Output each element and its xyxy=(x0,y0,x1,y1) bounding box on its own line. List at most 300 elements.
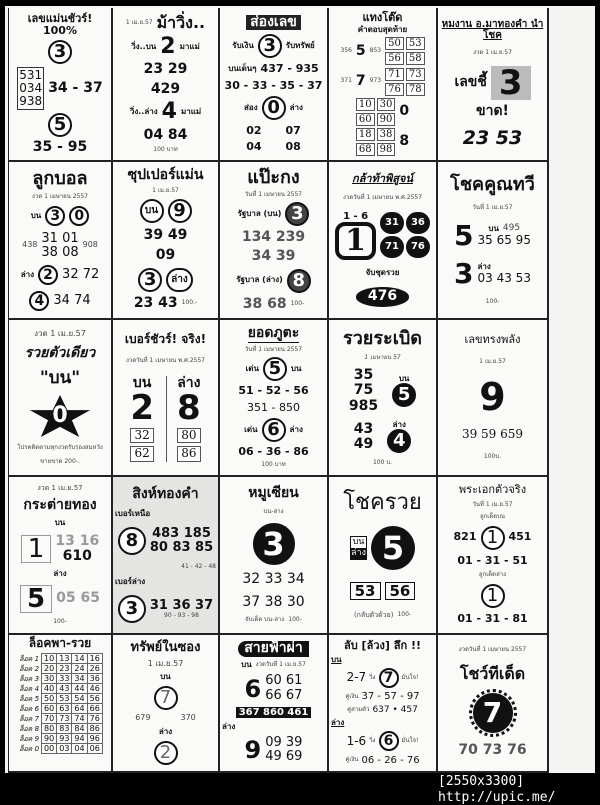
box-number: 50 xyxy=(385,37,404,50)
lock-row xyxy=(17,694,102,704)
price: ขายขาด 200-. xyxy=(40,457,80,465)
box-number: 56 xyxy=(385,582,416,601)
label: ล่าง xyxy=(477,262,491,272)
box-number: 71 xyxy=(385,68,404,81)
label: ล่าง xyxy=(158,726,173,736)
date: วันที่ 1 เมษายน 2557 xyxy=(244,190,303,198)
lock-table xyxy=(17,653,103,754)
price: 100- xyxy=(485,297,500,305)
lock-number: 04 xyxy=(72,744,87,754)
ball-number: 76 xyxy=(406,236,430,258)
numbers: 39 59 659 xyxy=(461,427,524,442)
lock-number: 86 xyxy=(87,724,102,734)
lock-row xyxy=(17,684,102,694)
numbers: 34 39 xyxy=(251,248,296,265)
box-number: 18 xyxy=(356,128,375,141)
card-title: กระต่ายทอง xyxy=(23,497,97,514)
numbers: 637 • 457 xyxy=(372,704,418,715)
lock-number: 83 xyxy=(57,724,72,734)
bottom-digit: 6 xyxy=(262,418,286,442)
card-mor-ngan xyxy=(438,8,549,162)
top-digit: 3 xyxy=(48,40,72,64)
card-krataai-thong xyxy=(9,477,113,635)
label: ล่าง xyxy=(351,548,366,559)
label: บน xyxy=(331,654,342,664)
pair-numbers: 35 - 95 xyxy=(32,138,88,155)
set-number: 531 xyxy=(19,67,43,82)
lock-number: 36 xyxy=(87,674,102,684)
label: บน xyxy=(488,223,499,233)
numbers: 04 84 xyxy=(143,126,188,143)
label: วิ่ง xyxy=(369,673,376,681)
number: 973 xyxy=(369,77,382,85)
numbers: 13 16 xyxy=(55,532,100,549)
card-title: หมงาน อ.มาทองคำ นำโชค xyxy=(441,19,544,42)
card-title: ยอดภูตะ xyxy=(247,325,300,342)
numbers: 23 29 xyxy=(143,61,188,78)
number: 370 xyxy=(180,713,196,723)
card-title: พระเอกตัวจริง xyxy=(458,483,527,497)
bottom-digit: 4 xyxy=(161,99,177,125)
card-phra-ek xyxy=(438,477,549,635)
card-title: โชครวย xyxy=(343,489,422,515)
lock-label: ล็อค 6 xyxy=(19,704,40,713)
date: งวดวันที่ 1 เมษายน 2557 xyxy=(458,646,527,654)
card-title: รวยตัวเดียว xyxy=(24,344,96,361)
label: รับทรัพย์ xyxy=(285,41,315,51)
number: 75 xyxy=(353,382,374,399)
label: ล่าง xyxy=(53,569,67,579)
label: มั่นใจ! xyxy=(401,673,419,681)
price: 100- xyxy=(290,300,305,308)
ball-number: 31 xyxy=(380,212,404,234)
magnifier-label: บน xyxy=(140,199,164,223)
numbers: 351 - 850 xyxy=(247,400,300,414)
subtitle: "บน" xyxy=(39,367,81,388)
big-digit: 0 xyxy=(52,403,68,429)
lock-number: 44 xyxy=(72,684,87,694)
lock-label: ล็อค 1 xyxy=(19,654,40,663)
star-icon xyxy=(28,395,92,437)
box-number: 86 xyxy=(177,446,201,461)
starburst-digit: 5 xyxy=(371,526,415,570)
label: ล่าง xyxy=(331,718,345,728)
label: เบอร์เหนือ xyxy=(115,509,151,519)
digit: 7 xyxy=(355,72,366,89)
number: 43 xyxy=(353,420,374,437)
label: บน xyxy=(160,672,171,682)
date: 1 เมษายน 57 xyxy=(364,353,401,361)
lock-number: 50 xyxy=(42,694,57,704)
bottom-digit: 8 xyxy=(287,269,311,293)
numbers: 80 83 85 xyxy=(149,540,214,556)
lock-label: ล็อค 7 xyxy=(19,714,40,723)
label: จับชุดรวย xyxy=(365,268,400,278)
lock-number: 70 xyxy=(42,714,57,724)
card-title: เลขแม่นชัวร์! 100% xyxy=(27,11,93,37)
lock-number: 13 xyxy=(57,654,72,664)
lock-number: 64 xyxy=(72,704,87,714)
card-lock-pa-ruay xyxy=(9,635,113,773)
numbers: 23 43 xyxy=(133,295,178,312)
numbers: 41 - 42 - 48 xyxy=(181,562,216,570)
circle-digit: 0 xyxy=(69,206,89,226)
date: งวดวันที่ 1 เมษายน พ.ศ.2557 xyxy=(343,193,422,201)
label: ล่าง xyxy=(20,269,35,279)
card-title: ส่องเลข xyxy=(246,15,301,30)
box-number: 98 xyxy=(377,143,396,156)
note: (กลับตัวด้วย) xyxy=(353,610,394,619)
card-sap-nai-song xyxy=(113,635,220,773)
box-number: 56 xyxy=(385,52,404,65)
bottom-digit: 9 xyxy=(244,736,262,765)
numbers: 31 36 37 xyxy=(149,597,214,613)
card-super-maen xyxy=(113,162,220,320)
card-title: สิงห์ทองคำ xyxy=(132,485,199,502)
circle-digit: 3 xyxy=(45,206,65,226)
card-ma-wing xyxy=(113,8,220,162)
card-title: แทงโต๊ด xyxy=(362,11,403,25)
number: 985 xyxy=(348,397,379,414)
numbers: 32 72 xyxy=(62,267,100,283)
lock-number: 43 xyxy=(57,684,72,694)
box-number: 73 xyxy=(406,68,425,81)
date: วันที่ 1 เม.ย.57 xyxy=(472,500,513,508)
card-taeng-tod xyxy=(329,8,438,162)
lock-number: 73 xyxy=(57,714,72,724)
card-title: ม้าวิ่ง.. xyxy=(156,13,206,33)
numbers: 610 xyxy=(62,548,92,565)
label: ลูกเด็ดล่าง xyxy=(478,571,507,579)
lock-number: 96 xyxy=(87,734,102,744)
subtitle: คำตอบสุดท้าย xyxy=(357,25,408,35)
card-title: ซุปเปอร์แม่น xyxy=(127,167,204,184)
date: งวด 1 เมษายน 2557 xyxy=(32,193,88,201)
numbers: 37 38 30 xyxy=(242,593,305,610)
bottom-digit: 3 xyxy=(138,268,162,292)
bottom-digit: 3 xyxy=(454,257,474,291)
number: 451 xyxy=(508,530,532,544)
lock-number: 56 xyxy=(87,694,102,704)
top-digit: 3 xyxy=(285,202,309,226)
number: 08 xyxy=(285,140,301,154)
top-digit: 5 xyxy=(263,357,287,381)
box-number: 80 xyxy=(177,428,201,443)
card-moo-sian xyxy=(220,477,329,635)
card-title: เลขทรงพลัง xyxy=(464,333,521,347)
date: วันที่ 1 เม.ย.57 xyxy=(472,203,513,211)
date: งวดวันที่ 1 เมษายน พ.ศ.2557 xyxy=(126,356,205,364)
lock-label: ล็อค 8 xyxy=(19,724,40,733)
label: เลขชี้ xyxy=(454,73,487,90)
card-yod-phuta xyxy=(220,320,329,477)
numbers: 34 74 xyxy=(53,292,91,308)
number: 356 xyxy=(340,47,352,55)
label: วิ่ง..ล่าง xyxy=(129,106,158,116)
label: เบอร์ล่าง xyxy=(115,577,146,587)
box-number: 10 xyxy=(356,98,375,111)
card-sing-thong-kham xyxy=(113,477,220,635)
digit: 0 xyxy=(399,102,410,119)
price: 100.- xyxy=(181,299,198,307)
numbers: 23 53 xyxy=(462,127,523,150)
bottom-digit: 3 xyxy=(118,595,146,623)
lock-number: 94 xyxy=(72,734,87,744)
number: 35 xyxy=(353,366,374,383)
lock-label: ล็อค 4 xyxy=(19,684,40,693)
label: บน xyxy=(398,373,410,383)
set-number: 034 xyxy=(19,80,43,95)
date: วันที่ 1 เมษายน 2557 xyxy=(244,345,303,353)
card-title: แป๊ะกง xyxy=(247,166,300,188)
lock-number: 00 xyxy=(42,744,57,754)
ball-number: 36 xyxy=(406,212,430,234)
lock-label: ล็อค 5 xyxy=(19,694,40,703)
numbers: 35 65 95 xyxy=(477,233,531,248)
numbers: 05 65 xyxy=(56,590,100,607)
number: 07 xyxy=(285,123,301,137)
card-luk-bol xyxy=(9,162,113,320)
card-title: ลับ [ล้วง] ลึก !! xyxy=(344,639,421,653)
price: 100 บาท xyxy=(261,461,286,469)
card-title: สายฟ้าผ่า xyxy=(238,641,308,656)
card-song-lek xyxy=(220,8,329,162)
date: 1 เม.ย.57 xyxy=(125,18,153,26)
mid-digit: 0 xyxy=(262,96,286,120)
label: วิ่ง xyxy=(369,736,376,744)
numbers: 38 08 xyxy=(41,244,79,260)
lock-number: 54 xyxy=(72,694,87,704)
card-ruay-rabert xyxy=(329,320,438,477)
box-number: 38 xyxy=(377,128,396,141)
price: 100- xyxy=(288,616,302,624)
box-number: 90 xyxy=(377,113,396,126)
range: 1 - 6 xyxy=(343,210,369,222)
number: 04 xyxy=(246,140,262,154)
card-chok-ruay xyxy=(329,477,438,635)
date: 1 เม.ย.57 xyxy=(479,357,506,365)
magnifier-label: ล่าง xyxy=(166,268,193,292)
card-lek-maen xyxy=(9,8,113,162)
label: คู่สามตัว xyxy=(347,706,370,714)
number: 679 xyxy=(135,713,151,723)
label: บน xyxy=(132,374,152,391)
lock-number: 74 xyxy=(72,714,87,724)
image-source-caption: [2550x3300] http://upic.me/ xyxy=(438,774,556,805)
top-digit: 7 xyxy=(379,668,399,688)
card-pae-kong xyxy=(220,162,329,320)
lock-label: ล็อค 2 xyxy=(19,664,40,673)
numbers: 483 185 xyxy=(152,526,211,542)
label: บน xyxy=(54,518,66,528)
lock-number: 93 xyxy=(57,734,72,744)
card-show-ti-det xyxy=(438,635,549,773)
lock-number: 20 xyxy=(42,664,57,674)
price: 100 บาท xyxy=(153,146,178,154)
lottery-grid xyxy=(8,8,548,773)
label: รับเงิน xyxy=(232,41,254,51)
box-number: 76 xyxy=(385,83,404,96)
card-boe-chua-jing xyxy=(113,320,220,477)
range: 2-7 xyxy=(346,670,367,685)
date: งวดวันที่ 1 เม.ย.57 xyxy=(255,661,306,669)
date: 1 เม.ย.57 xyxy=(152,187,179,195)
big-digit: 3 xyxy=(253,523,295,565)
numbers: 70 73 76 xyxy=(458,742,527,759)
lock-number: 14 xyxy=(72,654,87,664)
lock-number: 76 xyxy=(87,714,102,724)
price: 100บ. xyxy=(483,452,502,460)
box-number: 62 xyxy=(130,446,154,461)
big-digit: 9 xyxy=(479,374,506,419)
top-digit: 2 xyxy=(160,34,176,59)
numbers: 31 01 xyxy=(41,230,79,246)
label: วิ่ง..บน xyxy=(131,41,157,51)
bottom-digit: 5 xyxy=(20,585,52,613)
number: 49 xyxy=(353,435,374,452)
label: มาแม่ xyxy=(179,41,200,51)
numbers: 429 xyxy=(150,80,181,97)
box-number: 53 xyxy=(350,582,381,601)
number: 821 xyxy=(453,530,477,544)
price: 100- xyxy=(53,617,67,625)
lock-number: 46 xyxy=(87,684,102,694)
numbers: 01 - 31 - 51 xyxy=(457,553,528,567)
price: 100 บ. xyxy=(372,458,393,466)
label: คู่เงิน xyxy=(345,692,359,700)
pair-numbers: 34 - 37 xyxy=(48,79,103,96)
card-title: รวยระเบิด xyxy=(343,327,422,349)
number: 908 xyxy=(82,240,98,250)
scanned-page xyxy=(5,6,595,773)
numbers: 06 - 26 - 76 xyxy=(361,754,420,766)
label: ส่อง xyxy=(244,102,258,112)
label: ล่าง xyxy=(392,419,406,429)
lock-number: 63 xyxy=(57,704,72,714)
numbers: 01 - 31 - 81 xyxy=(457,612,528,626)
card-lap-luang-luek xyxy=(329,635,438,773)
label: บน xyxy=(352,537,365,548)
label: เด่น xyxy=(245,363,259,373)
lock-number: 40 xyxy=(42,684,57,694)
lock-number: 34 xyxy=(72,674,87,684)
bottom-digit: 2 xyxy=(154,741,178,765)
card-title: ลูกบอล xyxy=(32,168,88,190)
box-number: 58 xyxy=(406,52,425,65)
lock-row xyxy=(17,664,102,674)
set-number: 938 xyxy=(19,93,43,108)
number: 438 xyxy=(22,240,38,250)
number: 853 xyxy=(369,47,382,55)
card-title: โชว์ทีเด็ด xyxy=(459,663,526,683)
numbers: 09 39 xyxy=(265,734,303,750)
lock-number: 10 xyxy=(42,654,57,664)
label: บน xyxy=(290,363,302,373)
numbers: 60 61 xyxy=(265,673,303,689)
set-number: 476 xyxy=(356,287,409,306)
set-number: 367 860 461 xyxy=(236,707,312,718)
numbers: 06 - 36 - 86 xyxy=(238,445,309,459)
big-digit: 3 xyxy=(491,66,531,100)
box-number: 32 xyxy=(130,428,154,443)
date: 1 เม.ย.57 xyxy=(147,658,184,668)
top-digit: 2 xyxy=(130,388,154,429)
card-title: หมูเซียน xyxy=(248,485,299,502)
card-sai-fa-pha xyxy=(220,635,329,773)
top-digit: 9 xyxy=(168,199,192,223)
label: รัฐบาล (บน) xyxy=(237,208,282,218)
lock-row xyxy=(17,744,102,754)
label: รัฐบาล (ล่าง) xyxy=(236,275,283,285)
numbers: 32 33 34 xyxy=(242,570,305,587)
circle-digit: 4 xyxy=(29,291,49,311)
top-digit: 5 xyxy=(392,383,416,407)
top-digit: 7 xyxy=(154,686,178,710)
date: งวด 1 เม.ย.57 xyxy=(473,49,512,57)
box-number: 68 xyxy=(356,143,375,156)
bottom-digit: 5 xyxy=(48,113,72,137)
label: ลูกเด็ดบน xyxy=(479,512,506,520)
numbers: 66 67 xyxy=(265,687,303,703)
number: 495 xyxy=(502,223,521,234)
numbers: 49 69 xyxy=(265,749,303,765)
label: บน xyxy=(30,210,42,220)
date: งวด 1 เม.ย.57 xyxy=(34,328,86,338)
lock-row xyxy=(17,704,102,714)
label: บน xyxy=(241,660,252,670)
label: ล่าง xyxy=(177,374,201,391)
lock-number: 30 xyxy=(42,674,57,684)
lock-row xyxy=(17,674,102,684)
number: 02 xyxy=(246,123,262,137)
circle-digit: 2 xyxy=(38,265,58,285)
card-title: โชคคูณทวี xyxy=(450,173,535,195)
numbers: 37 - 57 - 97 xyxy=(361,691,420,703)
lock-number: 33 xyxy=(57,674,72,684)
lock-row xyxy=(17,714,102,724)
numbers: 134 239 xyxy=(241,229,306,246)
box-number: 60 xyxy=(356,113,375,126)
bottom-digit: 1 xyxy=(481,584,505,608)
label: ล่าง xyxy=(289,102,303,112)
numbers: 90 - 93 - 98 xyxy=(164,611,199,619)
numbers: 437 - 935 xyxy=(260,61,319,75)
box-number: 78 xyxy=(406,83,425,96)
top-digit: 1 xyxy=(481,526,505,550)
top-digit: 8 xyxy=(118,527,146,555)
lock-number: 80 xyxy=(42,724,57,734)
set-box xyxy=(17,67,44,111)
big-digit: 7 xyxy=(473,693,513,733)
bottom-digit: 8 xyxy=(177,388,201,429)
note: จับเด็ด บน-ล่าง xyxy=(245,616,285,624)
label: มั่นใจ! xyxy=(401,736,419,744)
lock-number: 84 xyxy=(72,724,87,734)
range: 1-6 xyxy=(346,733,367,748)
digit: 5 xyxy=(355,42,366,59)
card-title: ล็อคพา-รวย xyxy=(28,636,92,650)
date: งวด 1 เม.ย.57 xyxy=(37,483,83,492)
lock-number: 60 xyxy=(42,704,57,714)
big-digit: 1 xyxy=(335,222,376,260)
numbers: 09 xyxy=(155,246,176,263)
numbers: 39 49 xyxy=(143,226,188,243)
lock-number: 06 xyxy=(87,744,102,754)
lock-number: 90 xyxy=(42,734,57,744)
label: เด่น xyxy=(244,424,258,434)
card-title: ทรัพย์ในซอง xyxy=(130,640,201,656)
card-ruay-tua-diao xyxy=(9,320,113,477)
